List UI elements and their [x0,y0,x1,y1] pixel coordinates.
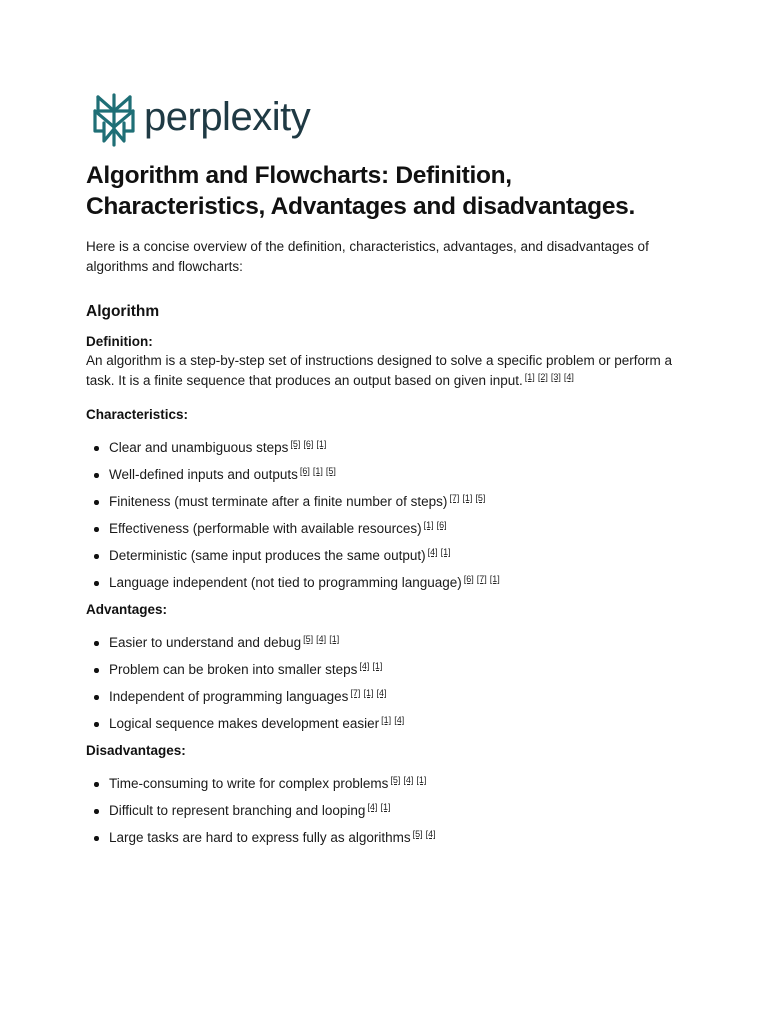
citation-link[interactable]: [4] [403,775,414,785]
citation-link[interactable]: [4] [563,372,574,382]
bullet-icon [94,500,99,505]
definition-text [86,351,686,391]
citation-link[interactable]: [6] [303,439,314,449]
list-item-text: Time-consuming to write for complex problems [109,776,389,791]
citation-link[interactable]: [1] [440,547,451,557]
citation-link[interactable]: [1] [372,661,383,671]
citation-link[interactable]: [5] [475,493,486,503]
citation-link[interactable]: [5] [390,775,401,785]
citation-link[interactable]: [2] [537,372,548,382]
disadvantages-block [86,741,686,847]
disadvantages-list [86,774,686,847]
list-item-text: Large tasks are hard to express fully as algorithms [109,830,411,845]
definition-label: Definition: [86,334,153,349]
citation-link[interactable]: [1] [489,574,500,584]
advantages-block [86,600,686,733]
bullet-icon [94,668,99,673]
list-item [86,492,686,511]
list-item-text: Difficult to represent branching and looping [109,803,366,818]
citation-link[interactable]: [6] [463,574,474,584]
list-item [86,465,686,484]
disadvantages-label: Disadvantages: [86,743,186,758]
citation-link[interactable]: [4] [367,802,378,812]
bullet-icon [94,581,99,586]
definition-citations [523,373,574,388]
citation-link[interactable]: [1] [524,372,535,382]
article-body [86,160,686,855]
citation-link[interactable]: [6] [299,466,310,476]
list-item [86,438,686,457]
brand-wordmark: perplexity [144,95,311,139]
citation-link[interactable]: [1] [312,466,323,476]
citation-link[interactable]: [7] [476,574,487,584]
list-item [86,801,686,820]
advantages-label: Advantages: [86,602,168,617]
list-item-text: Easier to understand and debug [109,635,302,650]
citation-link[interactable]: [4] [376,688,387,698]
characteristics-label: Characteristics: [86,407,189,422]
list-item [86,519,686,538]
citation-link[interactable]: [1] [416,775,427,785]
list-item-text: Language independent (not tied to programming language) [109,575,462,590]
characteristics-block [86,405,686,592]
bullet-icon [94,809,99,814]
bullet-icon [94,695,99,700]
citation-link[interactable]: [1] [423,520,434,530]
bullet-icon [94,527,99,532]
definition-block [86,332,686,391]
list-item-text: Clear and unambiguous steps [109,440,289,455]
list-item-text: Problem can be broken into smaller steps [109,662,358,677]
intro-paragraph: Here is a concise overview of the definition, characteristics, advantages, and disadvantages of algorithms and flowcharts: [86,239,649,274]
list-item-text: Effectiveness (performable with available resources) [109,521,422,536]
citation-link[interactable]: [1] [380,802,391,812]
perplexity-logo-icon [92,93,136,147]
list-item [86,633,686,652]
bullet-icon [94,836,99,841]
list-item [86,828,686,847]
list-item [86,660,686,679]
citation-link[interactable]: [7] [449,493,460,503]
bullet-icon [94,722,99,727]
citation-link[interactable]: [4] [425,829,436,839]
list-item [86,774,686,793]
list-item [86,714,686,733]
citation-link[interactable]: [4] [359,661,370,671]
bullet-icon [94,446,99,451]
definition-text-body: An algorithm is a step-by-step set of instructions designed to solve a specific problem or perform a task. It is a finite sequence that produces an output based on given input. [86,353,673,388]
citation-link[interactable]: [5] [325,466,336,476]
citation-link[interactable]: [5] [290,439,301,449]
brand-logo[interactable] [92,92,310,148]
section-heading: Algorithm [86,303,160,320]
citation-link[interactable]: [1] [381,715,392,725]
citation-link[interactable]: [4] [394,715,405,725]
citation-link[interactable]: [7] [350,688,361,698]
citation-link[interactable]: [6] [436,520,447,530]
citation-link[interactable]: [5] [303,634,314,644]
bullet-icon [94,554,99,559]
citation-link[interactable]: [5] [412,829,423,839]
list-item [86,687,686,706]
characteristics-list [86,438,686,592]
citation-link[interactable]: [4] [316,634,327,644]
list-item-text: Finiteness (must terminate after a finite number of steps) [109,494,448,509]
list-item-text: Independent of programming languages [109,689,349,704]
bullet-icon [94,782,99,787]
list-item-text: Well-defined inputs and outputs [109,467,298,482]
page-title: Algorithm and Flowcharts: Definition, Characteristics, Advantages and disadvantages. [86,162,636,220]
bullet-icon [94,473,99,478]
citation-link[interactable]: [1] [316,439,327,449]
list-item [86,546,686,565]
citation-link[interactable]: [1] [462,493,473,503]
list-item-text: Deterministic (same input produces the same output) [109,548,426,563]
citation-link[interactable]: [1] [363,688,374,698]
bullet-icon [94,641,99,646]
citation-link[interactable]: [1] [329,634,340,644]
citation-link[interactable]: [3] [550,372,561,382]
advantages-list [86,633,686,733]
list-item-text: Logical sequence makes development easier [109,716,380,731]
list-item [86,573,686,592]
citation-link[interactable]: [4] [427,547,438,557]
